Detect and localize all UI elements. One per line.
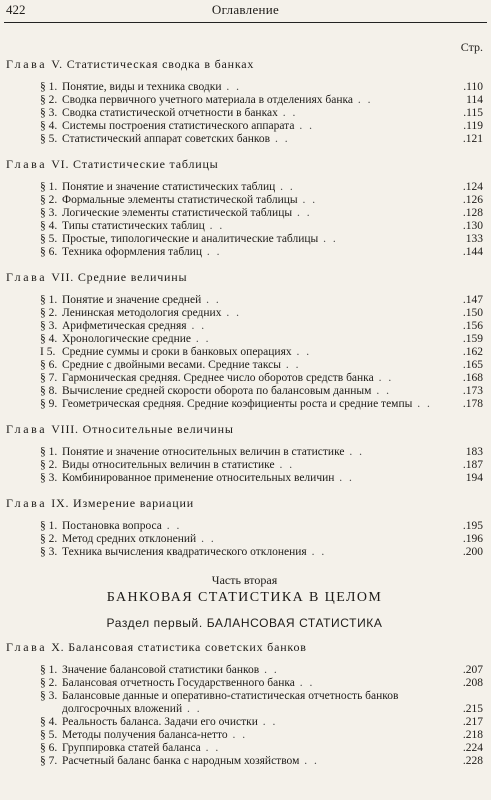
entry-page-number: .178 <box>462 398 483 410</box>
dot-leader: . . <box>294 120 314 132</box>
section-mark: § 2. <box>40 194 58 206</box>
part-title: Часть вторая <box>211 573 278 587</box>
entry-title: Техника вычисления квадратического отклонения <box>62 546 307 558</box>
entry-page-number: .196 <box>462 533 483 545</box>
entry-title: Геометрическая средняя. Средние коэфициенты роста и средние темпы <box>62 398 413 410</box>
toc-entry[interactable] <box>40 359 483 372</box>
chapter-gap <box>6 485 483 495</box>
toc-entry[interactable] <box>40 664 483 677</box>
section-mark: § 7. <box>40 372 58 384</box>
chapter-gap <box>6 146 483 156</box>
entry-title: Балансовые данные и оперативно-статистическая отчетность банков долгосрочных вложений <box>62 690 399 715</box>
entry-page-number: .208 <box>462 677 483 689</box>
entry-page-number: .124 <box>462 181 483 193</box>
dot-leader: . . <box>257 716 278 728</box>
dot-leader: . . <box>221 307 241 319</box>
section-mark: § 1. <box>40 181 58 193</box>
toc-entry[interactable] <box>40 207 483 220</box>
section-mark: § 4. <box>40 120 58 132</box>
entry-body <box>62 472 483 485</box>
section-mark: § 1. <box>40 81 58 93</box>
entry-body <box>62 320 483 333</box>
entry-body <box>62 220 483 233</box>
entry-body <box>62 385 483 398</box>
dot-leader: . . <box>297 194 318 206</box>
section-mark: § 3. <box>40 207 58 219</box>
entry-title: Понятие и значение средней <box>62 294 202 306</box>
entry-title: Средние с двойными весами. Средние таксы <box>62 359 281 371</box>
dot-leader: . . <box>412 398 432 410</box>
entry-page-number: 133 <box>465 233 483 245</box>
chapter-label: Глава <box>6 422 48 436</box>
toc-entry[interactable] <box>40 320 483 333</box>
chapter-name: V. Статистическая сводка в банках <box>51 57 255 71</box>
dot-leader: . . <box>270 133 290 145</box>
entry-title: Понятие, виды и техника сводки <box>62 81 222 93</box>
entry-page-number: .162 <box>462 346 483 358</box>
chapter-label: Глава <box>6 157 48 171</box>
section-mark: § 3. <box>40 690 58 702</box>
chapter-heading-gap <box>6 172 483 180</box>
entry-page-number: 183 <box>465 446 483 458</box>
entry-title: Комбинированное применение относительных величин <box>62 472 335 484</box>
section-mark: I 5. <box>40 346 56 358</box>
entry-body <box>62 346 483 359</box>
page-title: Оглавление <box>211 2 280 17</box>
chapters-group-a <box>6 56 483 559</box>
toc-entry[interactable] <box>40 690 483 716</box>
section-mark: § 2. <box>40 533 58 545</box>
toc-entry[interactable] <box>40 94 483 107</box>
toc-entry[interactable] <box>40 294 483 307</box>
dot-leader: . . <box>200 742 221 754</box>
toc-entry[interactable] <box>40 742 483 755</box>
toc-entry[interactable] <box>40 716 483 729</box>
chapter-heading <box>6 56 483 72</box>
section-mark: § 3. <box>40 546 58 558</box>
entry-page-number: .215 <box>462 703 483 715</box>
toc-entry[interactable] <box>40 398 483 411</box>
entry-body <box>62 120 483 133</box>
entry-title: Логические элементы статистической таблицы <box>62 207 293 219</box>
part-heading: БАНКОВАЯ СТАТИСТИКА В ЦЕЛОМ <box>106 590 383 605</box>
entry-body <box>62 729 483 742</box>
section-mark: § 2. <box>40 94 58 106</box>
toc-entry[interactable] <box>40 385 483 398</box>
dot-leader: . . <box>294 677 315 689</box>
section-mark: § 1. <box>40 294 58 306</box>
section-mark: § 4. <box>40 220 58 232</box>
entry-page-number: .195 <box>462 520 483 532</box>
entry-page-number: .121 <box>462 133 483 145</box>
toc-entry[interactable] <box>40 446 483 459</box>
toc-entry[interactable] <box>40 120 483 133</box>
dot-leader: . . <box>292 207 312 219</box>
chapter-heading-gap <box>6 72 483 80</box>
entry-body <box>62 207 483 220</box>
toc-entry[interactable] <box>40 520 483 533</box>
section-list <box>6 294 483 411</box>
toc-entry[interactable] <box>40 533 483 546</box>
entry-body <box>62 398 483 411</box>
entry-title: Системы построения статистического аппарата <box>62 120 295 132</box>
dot-leader: . . <box>227 729 248 741</box>
entry-page-number: .110 <box>463 81 483 93</box>
toc-entry[interactable] <box>40 181 483 194</box>
toc-entry[interactable] <box>40 755 483 768</box>
dot-leader: . . <box>306 546 327 558</box>
entry-page-number: .187 <box>462 459 483 471</box>
entry-title: Арифметическая средняя <box>62 320 187 332</box>
entry-body <box>62 246 483 259</box>
dot-leader: . . <box>204 220 225 232</box>
section-mark: § 2. <box>40 677 58 689</box>
header-rule <box>4 22 487 23</box>
dot-leader: . . <box>196 533 216 545</box>
page-header <box>6 2 485 20</box>
entry-page-number: .144 <box>462 246 483 258</box>
entry-body <box>62 194 483 207</box>
entry-page-number: .126 <box>462 194 483 206</box>
dot-leader: . . <box>191 333 211 345</box>
section-mark: § 6. <box>40 359 58 371</box>
entry-page-number: .207 <box>462 664 483 676</box>
entry-page-number: .165 <box>462 359 483 371</box>
section-list <box>6 664 483 768</box>
dot-leader: . . <box>275 181 295 193</box>
entry-page-number: .130 <box>462 220 483 232</box>
entry-body <box>62 333 483 346</box>
section-list <box>6 181 483 259</box>
entry-body <box>62 294 483 307</box>
entry-page-number: .150 <box>462 307 483 319</box>
entry-body <box>62 446 483 459</box>
entry-title: Средние суммы и сроки в банковых операциях <box>62 346 292 358</box>
section-heading: Раздел первый. БАЛАНСОВАЯ СТАТИСТИКА <box>106 616 383 630</box>
entry-title: Метод средних отклонений <box>62 533 197 545</box>
dot-leader: . . <box>299 755 319 767</box>
entry-title: Ленинская методология средних <box>62 307 222 319</box>
toc-entry[interactable] <box>40 233 483 246</box>
chapter-heading <box>6 269 483 285</box>
entry-title: Виды относительных величин в статистике <box>62 459 275 471</box>
section-mark: § 2. <box>40 459 58 471</box>
chapter-label: Глава <box>6 57 48 71</box>
toc-entry[interactable] <box>40 472 483 485</box>
entry-body <box>62 664 483 677</box>
chapter-heading <box>6 156 483 172</box>
toc-entry[interactable] <box>40 546 483 559</box>
section-mark: § 3. <box>40 320 58 332</box>
entry-page-number: .200 <box>462 546 483 558</box>
entry-title: Понятие и значение относительных величин в статистике <box>62 446 345 458</box>
entry-body <box>62 690 483 716</box>
toc-entry[interactable] <box>40 346 483 359</box>
chapter-heading-gap <box>6 437 483 445</box>
entry-page-number: 194 <box>465 472 483 484</box>
page-number: 422 <box>6 2 26 17</box>
chapter-name: VII. Средние величины <box>51 270 188 284</box>
toc-entry[interactable] <box>40 307 483 320</box>
chapter-heading-gap <box>6 285 483 293</box>
dot-leader: . . <box>277 107 298 119</box>
entry-title: Хронологические средние <box>62 333 191 345</box>
dot-leader: . . <box>371 385 391 397</box>
entry-body <box>62 81 483 94</box>
part-block <box>6 573 483 631</box>
entry-page-number: .128 <box>462 207 483 219</box>
entry-page-number: .217 <box>462 716 483 728</box>
dot-leader: . . <box>259 664 279 676</box>
chapters-group-b <box>6 639 483 768</box>
entry-page-number: .168 <box>462 372 483 384</box>
entry-body <box>62 459 483 472</box>
section-list <box>6 446 483 485</box>
section-mark: § 1. <box>40 664 58 676</box>
entry-page-number: .224 <box>462 742 483 754</box>
dot-leader: . . <box>291 346 312 358</box>
dot-leader: . . <box>353 94 373 106</box>
toc-entry[interactable] <box>40 107 483 120</box>
page-column-label: Стр. <box>460 40 483 54</box>
entry-body <box>62 716 483 729</box>
dot-leader: . . <box>221 81 241 93</box>
section-mark: § 6. <box>40 742 58 754</box>
chapter-name: IX. Измерение вариации <box>51 496 194 510</box>
entry-page-number: .115 <box>463 107 483 119</box>
toc-entry[interactable] <box>40 194 483 207</box>
chapter-heading <box>6 421 483 437</box>
section-mark: § 4. <box>40 716 58 728</box>
toc-entry[interactable] <box>40 677 483 690</box>
section-mark: § 2. <box>40 307 58 319</box>
toc-entry[interactable] <box>40 220 483 233</box>
entry-body <box>62 742 483 755</box>
toc-entry[interactable] <box>40 372 483 385</box>
entry-body <box>62 520 483 533</box>
chapter-name: X. Балансовая статистика советских банков <box>51 640 307 654</box>
entry-body <box>62 677 483 690</box>
entry-title: Формальные элементы статистической таблицы <box>62 194 298 206</box>
toc-entry[interactable] <box>40 459 483 472</box>
dot-leader: . . <box>280 359 301 371</box>
toc-entry[interactable] <box>40 81 483 94</box>
section-list <box>6 81 483 146</box>
entry-page-number: .173 <box>462 385 483 397</box>
dot-leader: . . <box>182 703 202 715</box>
entry-page-number: .159 <box>462 333 483 345</box>
dot-leader: . . <box>334 472 354 484</box>
entry-body <box>62 755 483 768</box>
entry-page-number: 114 <box>466 94 483 106</box>
entry-title: Группировка статей баланса <box>62 742 201 754</box>
section-mark: § 7. <box>40 755 58 767</box>
section-mark: § 9. <box>40 398 58 410</box>
section-mark: § 3. <box>40 107 58 119</box>
entry-title: Простые, типологические и аналитические таблицы <box>62 233 319 245</box>
section-list <box>6 520 483 559</box>
toc-entry[interactable] <box>40 333 483 346</box>
section-mark: § 4. <box>40 333 58 345</box>
entry-title: Реальность баланса. Задачи его очистки <box>62 716 258 728</box>
entry-page-number: .147 <box>462 294 483 306</box>
chapter-gap <box>6 411 483 421</box>
entry-body <box>62 533 483 546</box>
entry-title: Вычисление средней скорости оборота по балансовым данным <box>62 385 372 397</box>
entry-body <box>62 233 483 246</box>
entry-title: Постановка вопроса <box>62 520 162 532</box>
dot-leader: . . <box>373 372 394 384</box>
entry-title: Сводка статистической отчетности в банках <box>62 107 278 119</box>
section-mark: § 5. <box>40 133 58 145</box>
entry-page-number: .228 <box>462 755 483 767</box>
entry-title: Понятие и значение статистических таблиц <box>62 181 276 193</box>
toc-content <box>6 56 483 768</box>
section-mark: § 5. <box>40 233 58 245</box>
entry-body <box>62 181 483 194</box>
entry-body <box>62 372 483 385</box>
entry-body <box>62 107 483 120</box>
dot-leader: . . <box>344 446 364 458</box>
chapter-label: Глава <box>6 640 48 654</box>
toc-entry[interactable] <box>40 246 483 259</box>
entry-title: Значение балансовой статистики банков <box>62 664 260 676</box>
dot-leader: . . <box>186 320 207 332</box>
entry-title: Типы статистических таблиц <box>62 220 205 232</box>
toc-entry[interactable] <box>40 133 483 146</box>
chapter-heading-gap <box>6 511 483 519</box>
section-mark: § 1. <box>40 520 58 532</box>
entry-title: Сводка первичного учетного материала в отделениях банка <box>62 94 354 106</box>
entry-title: Техника оформления таблиц <box>62 246 202 258</box>
section-mark: § 5. <box>40 729 58 741</box>
section-mark: § 8. <box>40 385 58 397</box>
entry-body <box>62 359 483 372</box>
section-mark: § 3. <box>40 472 58 484</box>
chapter-name: VIII. Относительные величины <box>51 422 234 436</box>
chapter-heading-gap <box>6 655 483 663</box>
entry-page-number: .156 <box>462 320 483 332</box>
dot-leader: . . <box>274 459 295 471</box>
entry-body <box>62 546 483 559</box>
entry-page-number: .218 <box>462 729 483 741</box>
chapter-label: Глава <box>6 270 48 284</box>
dot-leader: . . <box>161 520 182 532</box>
chapter-name: VI. Статистические таблицы <box>51 157 219 171</box>
dot-leader: . . <box>202 246 222 258</box>
chapter-label: Глава <box>6 496 48 510</box>
chapter-heading <box>6 639 483 655</box>
toc-entry[interactable] <box>40 729 483 742</box>
chapter-heading <box>6 495 483 511</box>
entry-page-number: .119 <box>463 120 483 132</box>
chapter-gap <box>6 259 483 269</box>
section-mark: § 1. <box>40 446 58 458</box>
entry-title: Статистический аппарат советских банков <box>62 133 271 145</box>
entry-title: Расчетный баланс банка с народным хозяйством <box>62 755 300 767</box>
section-mark: § 6. <box>40 246 58 258</box>
dot-leader: . . <box>201 294 221 306</box>
entry-body <box>62 133 483 146</box>
entry-body <box>62 94 483 107</box>
dot-leader: . . <box>318 233 338 245</box>
entry-body <box>62 307 483 320</box>
entry-title: Гармоническая средняя. Среднее число оборотов средств банка <box>62 372 374 384</box>
entry-title: Методы получения баланса-нетто <box>62 729 228 741</box>
entry-title: Балансовая отчетность Государственного банка <box>62 677 295 689</box>
